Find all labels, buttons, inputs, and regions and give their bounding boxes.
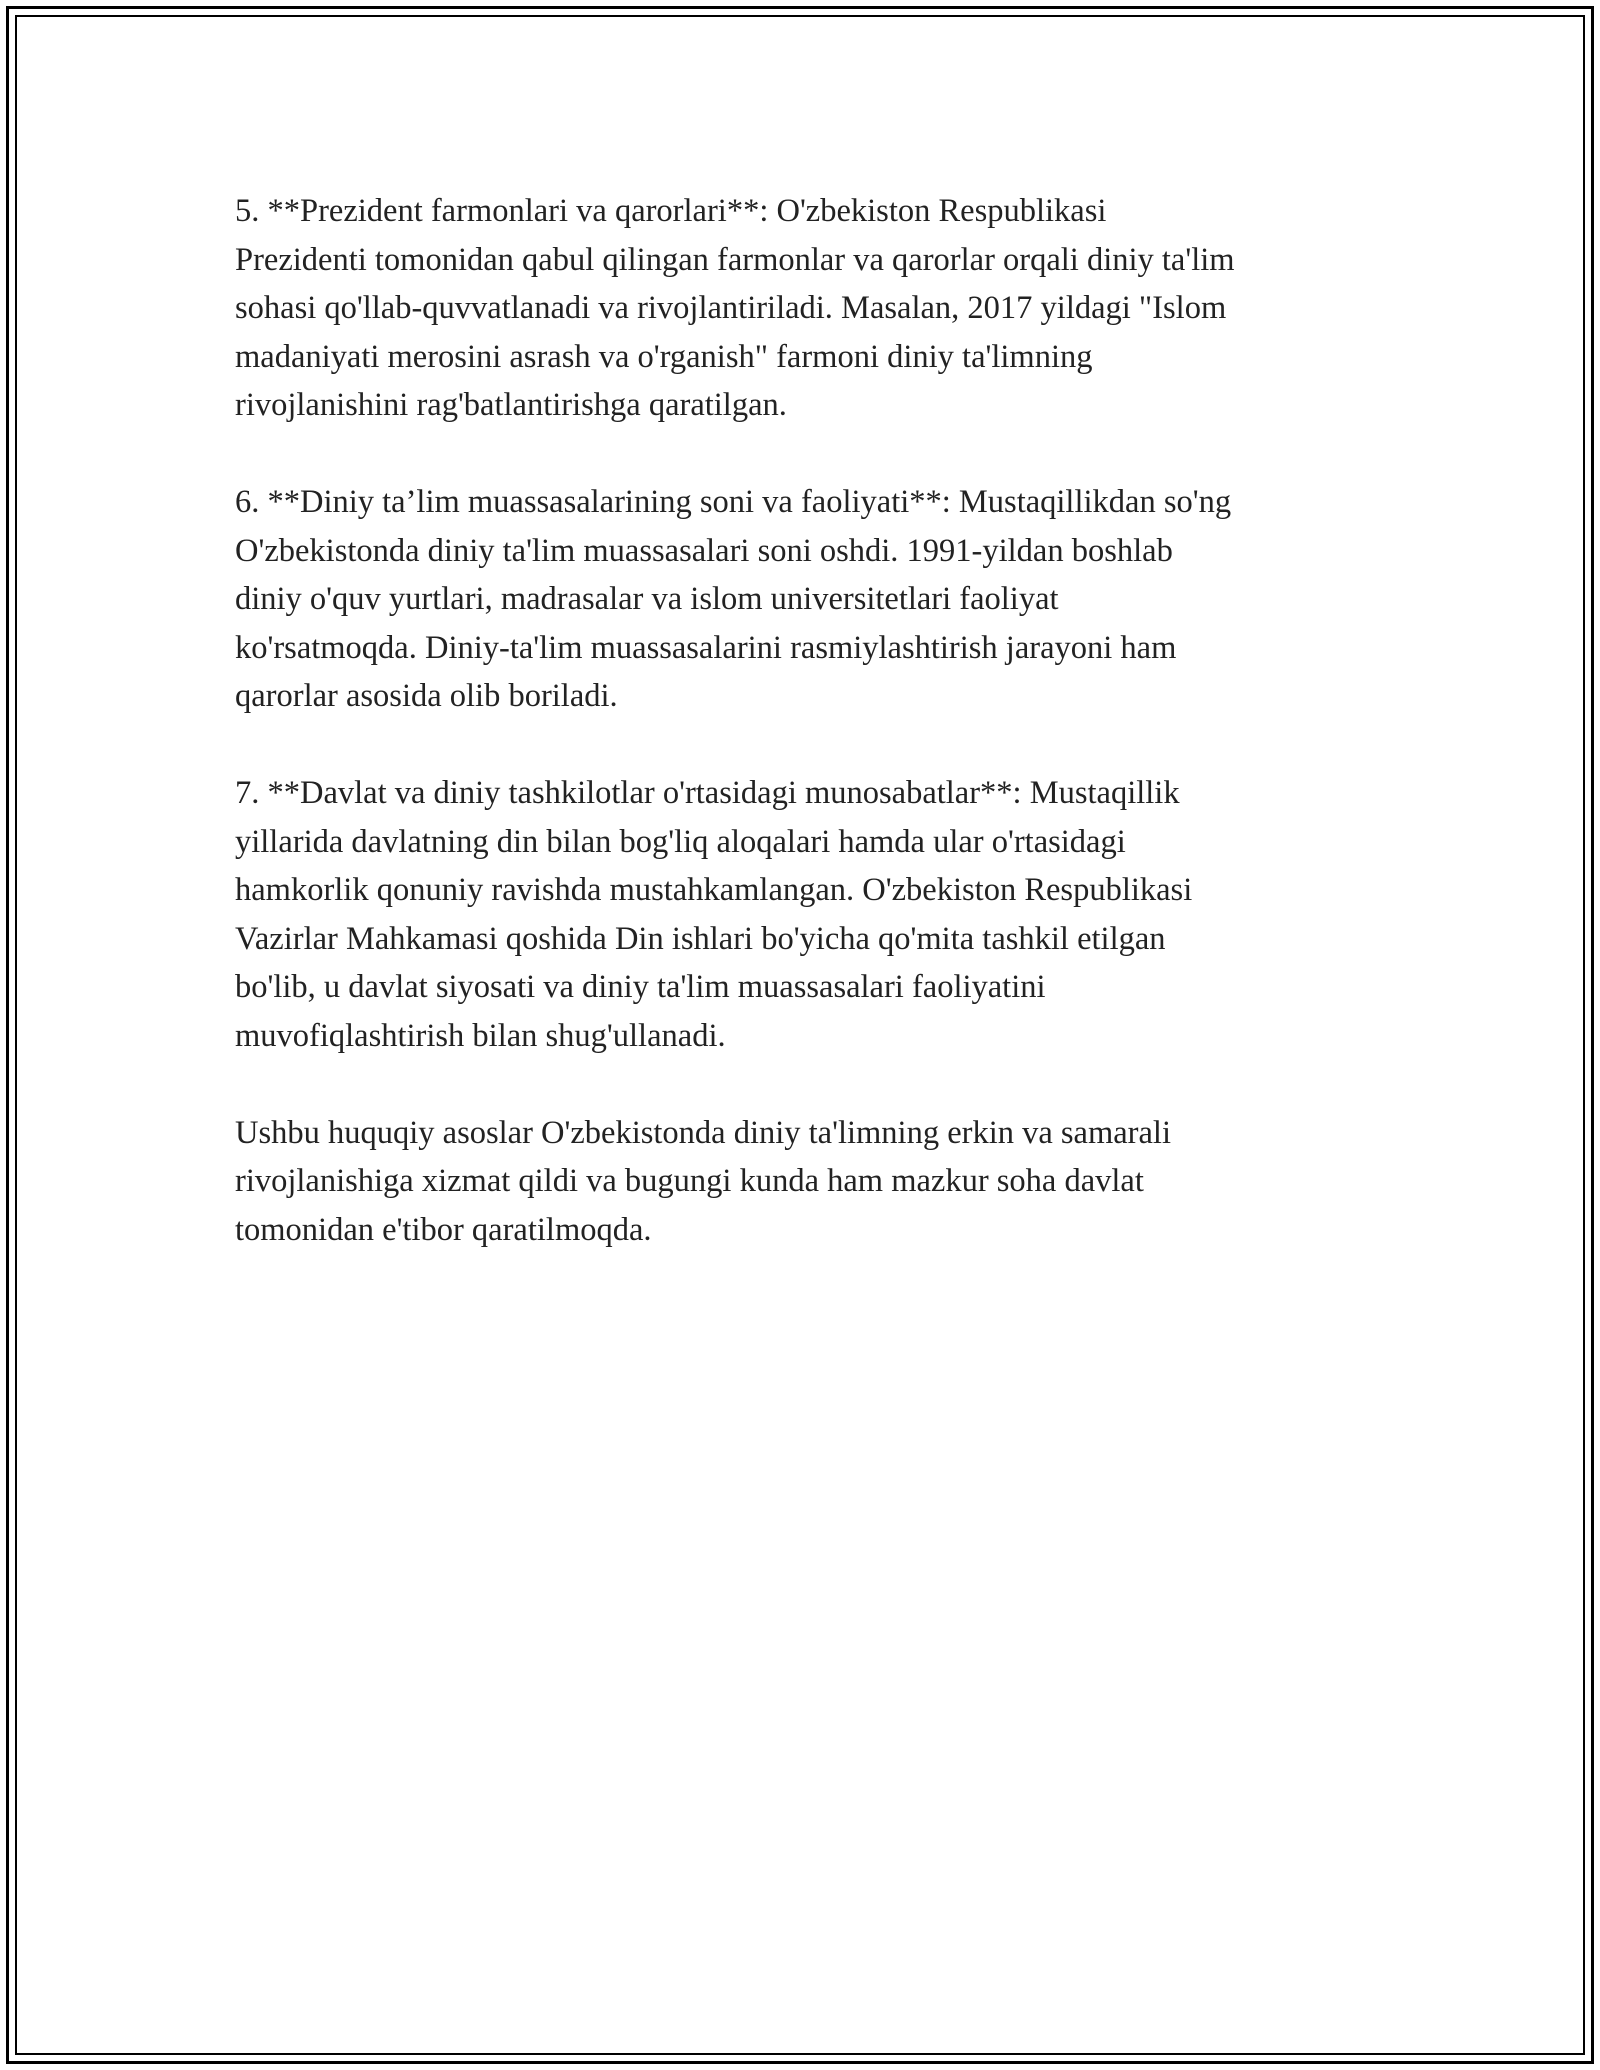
text-line: O'zbekistonda diniy ta'lim muassasalari soni oshdi. 1991-yildan boshlab [235,532,1173,569]
text-line: sohasi qo'llab-quvvatlanadi va rivojlantiriladi. Masalan, 2017 yildagi "Islom [235,290,1227,326]
paragraph-religious-institutions [235,478,1385,721]
text-line: muvofiqlashtirish bilan shug'ullanadi. [235,1017,726,1054]
text-line: ko'rsatmoqda. Diniy-ta'lim muassasalarini rasmiylashtirish jarayoni ham [235,629,1177,666]
text-line: bo'lib, u davlat siyosati va diniy ta'lim muassasalari faoliyatini [235,969,1046,1005]
text-line: 5. **Prezident farmonlari va qarorlari**: O'zbekiston Respublikasi [235,193,1107,229]
text-line: tomonidan e'tibor qaratilmoqda. [235,1211,652,1248]
text-line: qarorlar asosida olib boriladi. [235,678,618,714]
text-line: diniy o'quv yurtlari, madrasalar va islom universitetlari faoliyat [235,581,1059,617]
paragraph-conclusion [235,1109,1385,1255]
text-line: Prezidenti tomonidan qabul qilingan farmonlar va qarorlar orqali diniy ta'lim [235,241,1235,278]
document-body [235,187,1385,1303]
text-line: yillarida davlatning din bilan bog'liq aloqalari hamda ular o'rtasidagi [235,823,1126,860]
text-line: madaniyati merosini asrash va o'rganish" farmoni diniy ta'limning [235,338,1093,375]
text-line: 7. **Davlat va diniy tashkilotlar o'rtasidagi munosabatlar**: Mustaqillik [235,775,1180,811]
text-line: hamkorlik qonuniy ravishda mustahkamlangan. O'zbekiston Respublikasi [235,872,1193,908]
paragraph-president-decrees [235,187,1385,430]
text-line: Vazirlar Mahkamasi qoshida Din ishlari bo'yicha qo'mita tashkil etilgan [235,920,1166,957]
text-line: rivojlanishini rag'batlantirishga qaratilgan. [235,387,787,423]
text-line: Ushbu huquqiy asoslar O'zbekistonda diniy ta'limning erkin va samarali [235,1114,1171,1151]
paragraph-state-religion-relations [235,769,1385,1060]
text-line: 6. **Diniy ta’lim muassasalarining soni va faoliyati**: Mustaqillikdan so'ng [235,484,1232,520]
text-line: rivojlanishiga xizmat qildi va bugungi kunda ham mazkur soha davlat [235,1163,1144,1199]
